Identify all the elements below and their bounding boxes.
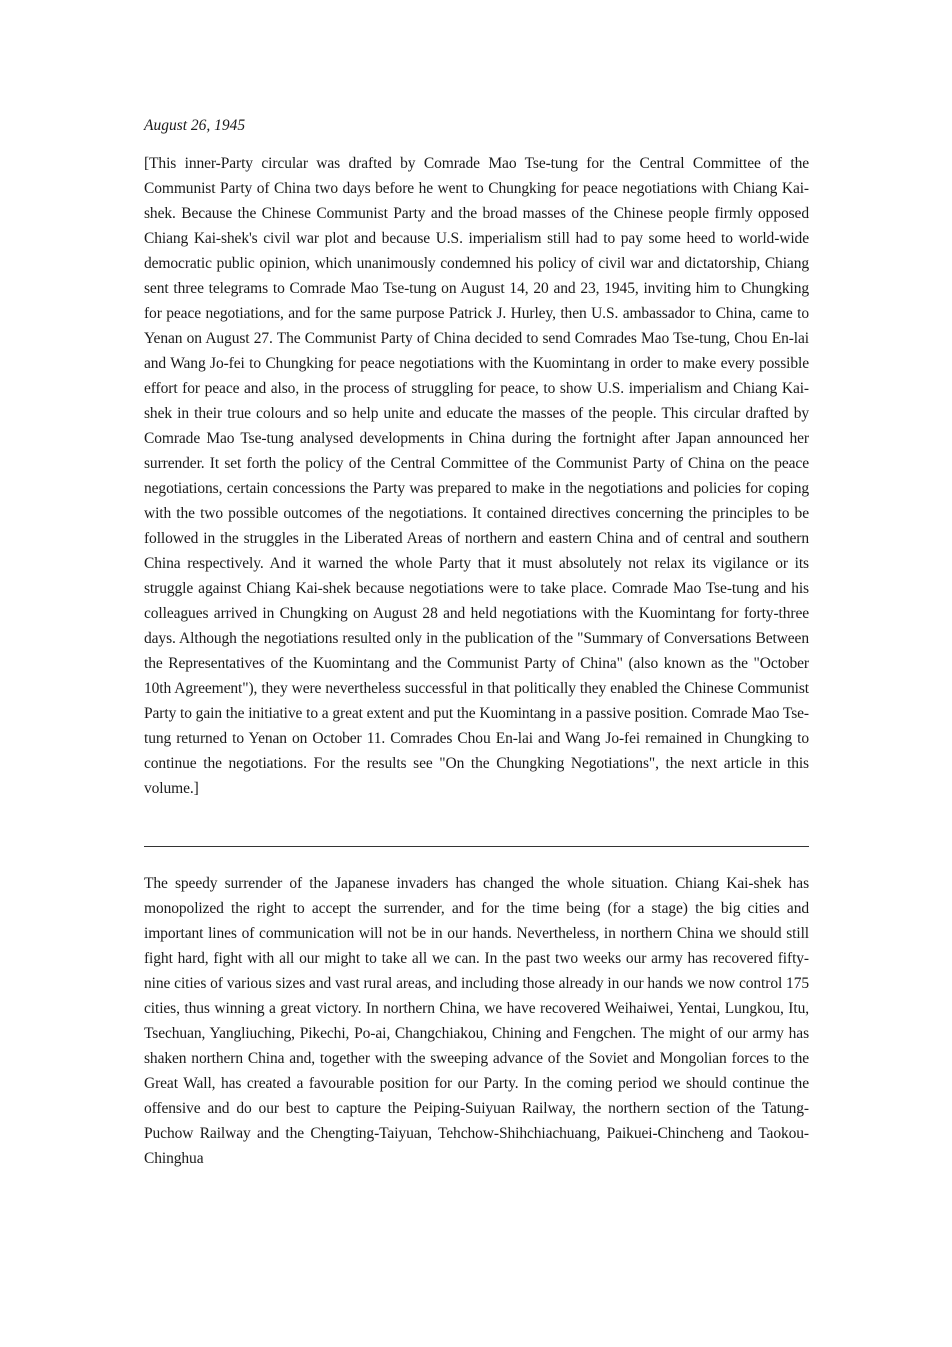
editorial-note-paragraph: [This inner-Party circular was drafted by Comrade Mao Tse-tung for the Central Committee of the Communist Party of China two days before he went to Chungking for peace negotiations with Chiang Kai-shek. Because the Chinese Communist Party and the broad masses of the Chinese people firmly opposed Chiang Kai-shek's civil war plot and because U.S. imperialism still had to pay some heed to world-wide democratic public opinion, which unanimously condemned his policy of civil war and dictatorship, Chiang sent three telegrams to Comrade Mao Tse-tung on August 14, 20 and 23, 1945, inviting him to Chungking for peace negotiations, and for the same purpose Patrick J. Hurley, then U.S. ambassador to China, came to Yenan on August 27. The Communist Party of China decided to send Comrades Mao Tse-tung, Chou En-lai and Wang Jo-fei to Chungking for peace negotiations with the Kuomintang in order to make every possible effort for peace and also, in the process of struggling for peace, to show U.S. imperialism and Chiang Kai-shek in their true colours and so help unite and educate the masses of the people. This circular drafted by Comrade Mao Tse-tung analysed developments in China during the fortnight after Japan announced her surrender. It set forth the policy of the Central Committee of the Communist Party of China on the peace negotiations, certain concessions the Party was prepared to make in the negotiations and policies for coping with the two possible outcomes of the negotiations. It contained directives concerning the principles to be followed in the struggles in the Liberated Areas of northern and eastern China and of central and southern China respectively. And it warned the whole Party that it must absolutely not relax its vigilance or its struggle against Chiang Kai-shek because negotiations were to take place. Comrade Mao Tse-tung and his colleagues arrived in Chungking on August 28 and held negotiations with the Kuomintang for forty-three days. Although the negotiations resulted only in the publication of the "Summary of Conversations Between the Representatives of the Kuomintang and the Communist Party of China" (also known as the "October 10th Agreement"), they were nevertheless successful in that politically they enabled the Chinese Communist Party to gain the initiative to a great extent and put the Kuomintang in a passive position. Comrade Mao Tse-tung returned to Yenan on October 11. Comrades Chou En-lai and Wang Jo-fei remained in Chungking to continue the negotiations. For the results see "On the Chungking Negotiations", the next article in this volume.] bbox=[144, 155, 809, 797]
document-page bbox=[144, 113, 809, 1171]
body-paragraph: The speedy surrender of the Japanese invaders has changed the whole situation. Chiang Kai-shek has monopolized the right to accept the surrender, and for the time being (for a stage) the big cities and important lines of communication will not be in our hands. Nevertheless, in northern China we should still fight hard, fight with all our might to take all we can. In the past two weeks our army has recovered fifty-nine cities of various sizes and vast rural areas, and including those already in our hands we now control 175 cities, thus winning a great victory. In northern China, we have recovered Weihaiwei, Yentai, Lungkou, Itu, Tsechuan, Yangliuching, Pikechi, Po-ai, Changchiakou, Chining and Fengchen. The might of our army has shaken northern China and, together with the sweeping advance of the Soviet and Mongolian forces to the Great Wall, has created a favourable position for our Party. In the coming period we should continue the offensive and do our best to capture the Peiping-Suiyuan Railway, the northern section of the Tatung-Puchow Railway and the Chengting-Taiyuan, Tehchow-Shihchiachuang, Paikuei-Chincheng and Taokou-Chinghua bbox=[144, 875, 809, 1167]
document-date: August 26, 1945 bbox=[144, 117, 246, 134]
section-divider bbox=[144, 846, 809, 847]
